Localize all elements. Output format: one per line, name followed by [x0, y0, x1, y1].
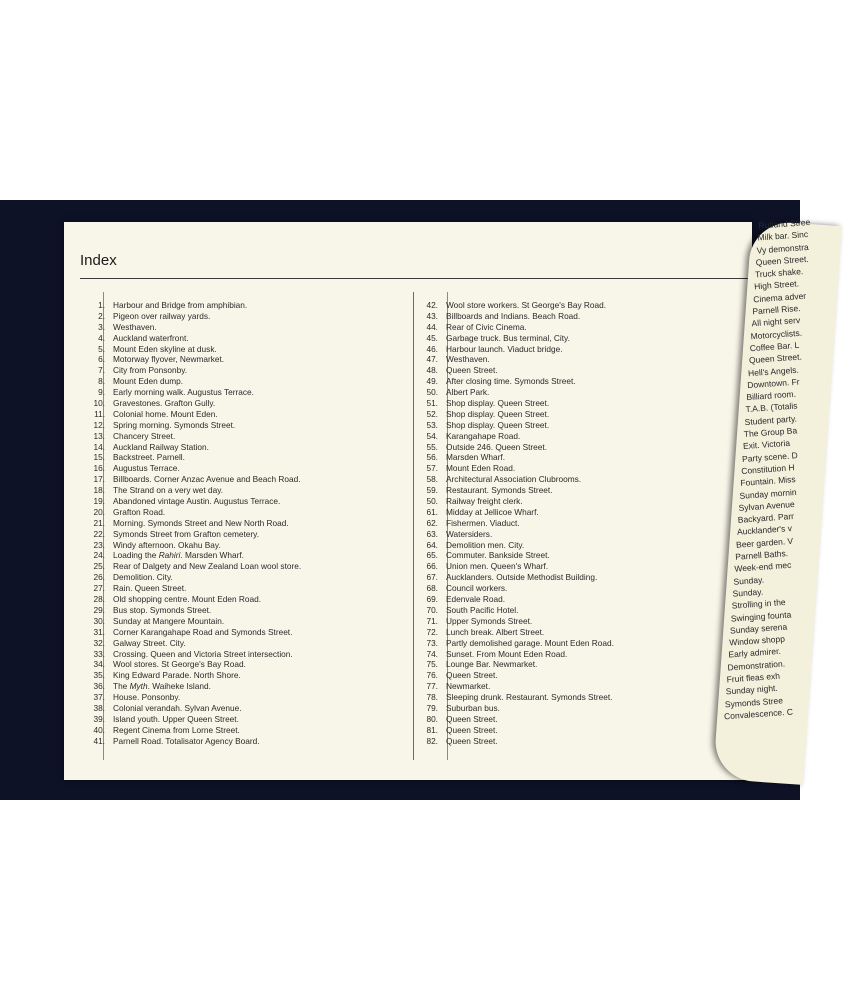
entry-caption: Colonial home. Mount Eden. [113, 408, 218, 419]
fragment-line: The Group Ba [743, 425, 798, 440]
fragment-line: Symonds Stree [724, 694, 784, 709]
entry-number: 45. [426, 332, 438, 343]
entry-caption: Aucklanders. Outside Methodist Building. [446, 572, 598, 583]
index-page [64, 222, 752, 780]
fragment-line: Milk bar. Sinc [757, 229, 809, 243]
index-column-right [413, 300, 753, 747]
entry-number: 19. [93, 496, 105, 507]
entry-caption: Watersiders. [446, 528, 493, 539]
entry-number: 81. [426, 724, 438, 735]
entry-caption: Harbour launch. Viaduct bridge. [446, 343, 563, 354]
entry-caption: Rear of Dalgety and New Zealand Loan wool store. [113, 561, 302, 572]
entry-caption: Chancery Street. [113, 430, 176, 441]
index-entry [413, 703, 753, 714]
index-entry [413, 681, 753, 692]
entry-number: 69. [426, 594, 438, 605]
fragment-line: Convalescence. C [723, 706, 794, 722]
entry-caption: Crossing. Queen and Victoria Street intersection. [113, 648, 293, 659]
entry-caption: Newmarket. [446, 681, 491, 692]
fragment-line: Downtown. Fr [746, 376, 800, 391]
entry-caption: Architectural Association Clubrooms. [446, 474, 582, 485]
index-entry [413, 474, 753, 485]
entry-caption: Albert Park. [446, 387, 490, 398]
entry-number: 39. [93, 713, 105, 724]
fragment-line: Cinema adver [752, 290, 807, 305]
index-entry [80, 540, 413, 551]
fragment-line: Parnell Rise. [752, 303, 801, 317]
entry-number: 34. [93, 659, 105, 670]
index-entry [80, 518, 413, 529]
entry-number: 72. [426, 626, 438, 637]
fragment-line: Sunday night. [725, 683, 779, 697]
entry-caption: Garbage truck. Bus terminal, City. [446, 332, 570, 343]
index-entry [413, 322, 753, 333]
fragment-line: Parnell Baths. [734, 548, 789, 562]
index-entry [413, 344, 753, 355]
entry-caption: Mount Eden Road. [446, 463, 516, 474]
index-entry [413, 485, 753, 496]
entry-caption: Augustus Terrace. [113, 463, 180, 474]
entry-number: 54. [426, 430, 438, 441]
index-entry [80, 387, 413, 398]
entry-caption: Shop display. Queen Street. [446, 408, 550, 419]
entry-number: 51. [426, 398, 438, 409]
entry-number: 18. [93, 485, 105, 496]
entry-number: 21. [93, 517, 105, 528]
entry-caption: Upper Symonds Street. [446, 615, 533, 626]
entry-caption: Early morning walk. Augustus Terrace. [113, 387, 254, 398]
entry-caption: Sleeping drunk. Restaurant. Symonds Street. [446, 692, 613, 703]
entry-caption: Queen Street. [446, 365, 498, 376]
entry-caption: Loading the Rahiri. Marsden Wharf. [113, 550, 244, 561]
entry-number: 68. [426, 583, 438, 594]
entry-number: 9. [98, 387, 105, 398]
index-entry [413, 692, 753, 703]
fragment-line: Vy demonstra [756, 241, 810, 256]
entry-number: 77. [426, 681, 438, 692]
entry-caption: Gravestones. Grafton Gully. [113, 398, 216, 409]
entry-number: 49. [426, 376, 438, 387]
entry-number: 76. [426, 670, 438, 681]
index-entry [80, 485, 413, 496]
entry-number: 2. [98, 310, 105, 321]
index-entry [413, 507, 753, 518]
entry-number: 43. [426, 310, 438, 321]
index-entry [80, 670, 413, 681]
entry-caption: Corner Karangahape Road and Symonds Street. [113, 626, 293, 637]
index-entry [413, 409, 753, 420]
index-entry [80, 322, 413, 333]
entry-number: 48. [426, 365, 438, 376]
entry-caption: Regent Cinema from Lorne Street. [113, 724, 240, 735]
entry-number: 20. [93, 506, 105, 517]
index-entry [413, 616, 753, 627]
index-entry [413, 583, 753, 594]
entry-caption: Lunch break. Albert Street. [446, 626, 545, 637]
entry-caption: Sunday at Mangere Mountain. [113, 615, 225, 626]
fragment-line: Aucklander's v [736, 523, 793, 538]
entry-caption: Shop display. Queen Street. [446, 398, 550, 409]
index-entry [413, 627, 753, 638]
title-rule [80, 278, 762, 279]
index-entry [80, 474, 413, 485]
fragment-line: Swinging founta [730, 608, 792, 624]
fragment-line: Motorcyclists. [750, 327, 803, 341]
index-entry [413, 725, 753, 736]
entry-caption: Grafton Road. [113, 506, 166, 517]
entry-caption: Sunset. From Mount Eden Road. [446, 648, 568, 659]
fragment-line: Hell's Angels. [747, 364, 800, 378]
index-entry [80, 703, 413, 714]
index-entry [413, 550, 753, 561]
index-entry [80, 496, 413, 507]
entry-number: 22. [93, 528, 105, 539]
entry-number: 14. [93, 441, 105, 452]
entry-number: 27. [93, 583, 105, 594]
index-entry [413, 387, 753, 398]
fragment-line: Sunday. [732, 586, 764, 599]
entry-caption: Commuter. Bankside Street. [446, 550, 550, 561]
index-entry [413, 670, 753, 681]
index-entry [80, 365, 413, 376]
entry-caption: Outside 246. Queen Street. [446, 441, 548, 452]
entry-caption: Colonial verandah. Sylvan Avenue. [113, 702, 242, 713]
entry-caption: Pigeon over railway yards. [113, 310, 211, 321]
index-entry [413, 311, 753, 322]
entry-number: 11. [94, 408, 105, 419]
entry-number: 61. [426, 506, 438, 517]
fragment-line: Queen Street. [748, 351, 803, 366]
index-entry [413, 736, 753, 747]
entry-number: 3. [98, 321, 105, 332]
entry-caption: Queen Street. [446, 670, 498, 681]
entry-number: 44. [426, 321, 438, 332]
index-entry [413, 365, 753, 376]
fragment-line: All night serv [751, 315, 801, 329]
index-entry [413, 518, 753, 529]
index-entry [80, 638, 413, 649]
entry-number: 64. [426, 539, 438, 550]
entry-caption: Auckland waterfront. [113, 332, 189, 343]
fragment-line: Window shopp [728, 633, 786, 648]
entry-caption: Wool stores. St George's Bay Road. [113, 659, 246, 670]
index-entry [413, 376, 753, 387]
entry-number: 35. [93, 670, 105, 681]
entry-caption: Partly demolished garage. Mount Eden Road. [446, 637, 614, 648]
index-entry [413, 496, 753, 507]
entry-caption: Westhaven. [113, 321, 157, 332]
entry-number: 23. [93, 539, 105, 550]
entry-number: 52. [426, 408, 438, 419]
entry-caption: Island youth. Upper Queen Street. [113, 713, 239, 724]
index-entry [80, 507, 413, 518]
entry-caption: Karangahape Road. [446, 430, 521, 441]
entry-caption: The Strand on a very wet day. [113, 485, 224, 496]
entry-number: 56. [426, 452, 438, 463]
index-entry [80, 376, 413, 387]
entry-number: 7. [98, 365, 105, 376]
entry-number: 30. [93, 615, 105, 626]
index-entry [413, 398, 753, 409]
entry-caption: Billboards. Corner Anzac Avenue and Beach Road. [113, 474, 301, 485]
index-entry [413, 649, 753, 660]
entry-number: 42. [426, 300, 438, 310]
index-entry [413, 431, 753, 442]
index-entry [413, 561, 753, 572]
entry-caption: Old shopping centre. Mount Eden Road. [113, 594, 262, 605]
entry-caption: Westhaven. [446, 354, 490, 365]
entry-caption: Union men. Queen's Wharf. [446, 561, 549, 572]
entry-number: 15. [93, 452, 105, 463]
entry-number: 29. [93, 604, 105, 615]
entry-number: 57. [426, 463, 438, 474]
index-entry [80, 300, 413, 311]
entry-caption: Morning. Symonds Street and New North Road. [113, 517, 289, 528]
fragment-line: T.A.B. (Totalis [745, 400, 798, 415]
entry-number: 65. [426, 550, 438, 561]
entry-number: 63. [426, 528, 438, 539]
fragment-line: Exit. Victoria [742, 438, 791, 452]
entry-caption: Demolition men. City. [446, 539, 525, 550]
index-entry [80, 649, 413, 660]
entry-number: 50. [426, 387, 438, 398]
fragment-line: Coffee Bar. L [749, 339, 800, 354]
fragment-line: Constitution H [740, 462, 795, 476]
entry-caption: King Edward Parade. North Shore. [113, 670, 241, 681]
index-entry [80, 572, 413, 583]
entry-number: 62. [426, 517, 438, 528]
index-entry [80, 431, 413, 442]
fragment-line: Student party. [744, 413, 798, 427]
index-entry [413, 572, 753, 583]
fragment-line: Truck shake. [754, 266, 804, 280]
entry-number: 8. [98, 376, 105, 387]
entry-number: 16. [93, 463, 105, 474]
dark-backdrop [0, 200, 811, 800]
fragment-line: Sunday. [733, 574, 765, 587]
index-entry [80, 605, 413, 616]
index-entry [80, 659, 413, 670]
entry-number: 50. [426, 496, 438, 507]
entry-caption: After closing time. Symonds Street. [446, 376, 576, 387]
entry-caption: Queen Street. [446, 713, 498, 724]
entry-caption: Auckland Railway Station. [113, 441, 209, 452]
entry-caption: Council workers. [446, 583, 508, 594]
entry-caption: Demolition. City. [113, 572, 173, 583]
entry-caption: House. Ponsonby. [113, 692, 181, 703]
fragment-line: Demonstration. [727, 658, 786, 673]
index-entry [413, 605, 753, 616]
entry-number: 79. [426, 702, 438, 713]
entry-number: 71. [426, 615, 438, 626]
entry-number: 73. [426, 637, 438, 648]
entry-number: 70. [426, 604, 438, 615]
entry-caption: Restaurant. Symonds Street. [446, 485, 553, 496]
entry-caption: Queen Street. [446, 724, 498, 735]
entry-number: 59. [426, 485, 438, 496]
entry-caption: Backstreet. Parnell. [113, 452, 185, 463]
entry-number: 1. [98, 300, 105, 310]
entry-caption: Symonds Street from Grafton cemetery. [113, 528, 260, 539]
fragment-line: Sunday mornin [739, 486, 797, 501]
fragment-line: Strolling in the [731, 597, 786, 611]
entry-caption: Bus stop. Symonds Street. [113, 604, 212, 615]
entry-number: 47. [426, 354, 438, 365]
entry-caption: Midday at Jellicoe Wharf. [446, 506, 539, 517]
index-entry [413, 300, 753, 311]
entry-caption: Parnell Road. Totalisator Agency Board. [113, 735, 260, 746]
entry-number: 82. [426, 735, 438, 746]
entry-caption: South Pacific Hotel. [446, 604, 519, 615]
index-entry [80, 442, 413, 453]
index-entry [80, 311, 413, 322]
entry-number: 46. [426, 343, 438, 354]
index-entry [80, 333, 413, 344]
index-entry [413, 594, 753, 605]
index-entry [80, 463, 413, 474]
entry-number: 5. [98, 343, 105, 354]
entry-number: 78. [426, 692, 438, 703]
entry-number: 37. [93, 692, 105, 703]
index-entry [413, 529, 753, 540]
index-entry [80, 583, 413, 594]
entry-caption: Spring morning. Symonds Street. [113, 419, 236, 430]
index-entry [80, 344, 413, 355]
entry-number: 12. [93, 419, 105, 430]
index-entry [80, 725, 413, 736]
index-entry [413, 638, 753, 649]
index-entry [80, 409, 413, 420]
index-entry [80, 420, 413, 431]
entry-caption: Rain. Queen Street. [113, 583, 187, 594]
entry-caption: Fishermen. Viaduct. [446, 517, 520, 528]
index-column-left [80, 300, 413, 747]
entry-number: 36. [93, 681, 105, 692]
entry-caption: Windy afternoon. Okahu Bay. [113, 539, 221, 550]
index-entry [80, 452, 413, 463]
entry-number: 40. [93, 724, 105, 735]
entry-number: 6. [98, 354, 105, 365]
entry-number: 31. [93, 626, 105, 637]
index-entry [80, 627, 413, 638]
entry-caption: Billboards and Indians. Beach Road. [446, 310, 581, 321]
entry-number: 17. [93, 474, 105, 485]
entry-number: 26. [93, 572, 105, 583]
entry-caption: Galway Street. City. [113, 637, 186, 648]
fragment-line: Beer garden. V [735, 535, 794, 550]
fragment-line: Rutland Stree [758, 216, 811, 231]
entry-number: 75. [426, 659, 438, 670]
entry-caption: Mount Eden skyline at dusk. [113, 343, 217, 354]
entry-caption: Motorway flyover, Newmarket. [113, 354, 225, 365]
entry-number: 66. [426, 561, 438, 572]
entry-caption: The Myth. Waiheke Island. [113, 681, 211, 692]
index-entry [80, 561, 413, 572]
index-entry [413, 540, 753, 551]
entry-number: 67. [426, 572, 438, 583]
fragment-line: Fountain. Miss [740, 474, 796, 489]
entry-number: 32. [93, 637, 105, 648]
index-entry [413, 420, 753, 431]
fragment-line: Early admirer. [728, 646, 782, 660]
index-entry [80, 550, 413, 561]
entry-caption: Mount Eden dump. [113, 376, 184, 387]
index-entry [80, 354, 413, 365]
index-entry [80, 529, 413, 540]
entry-caption: Suburban bus. [446, 702, 500, 713]
index-entry [80, 681, 413, 692]
entry-caption: Lounge Bar. Newmarket. [446, 659, 538, 670]
entry-number: 10. [93, 398, 105, 409]
index-entry [413, 452, 753, 463]
entry-caption: Edenvale Road. [446, 594, 506, 605]
index-entry [80, 594, 413, 605]
index-entry [80, 736, 413, 747]
index-entry [80, 714, 413, 725]
entry-number: 24. [93, 550, 105, 561]
fragment-line: Sunday serena [729, 621, 788, 636]
fragment-line: Queen Street. [755, 253, 809, 268]
fragment-line: Billiard room. [746, 388, 797, 403]
index-entry [413, 354, 753, 365]
entry-number: 33. [93, 648, 105, 659]
entry-number: 74. [426, 648, 438, 659]
fragment-line: Backyard. Parr [737, 511, 795, 525]
entry-number: 58. [426, 474, 438, 485]
fragment-line: Sylvan Avenue [738, 498, 795, 513]
fragment-line: Week-end mec [734, 560, 792, 575]
page-title: Index [80, 252, 117, 269]
index-entry [80, 692, 413, 703]
entry-caption: City from Ponsonby. [113, 365, 188, 376]
entry-number: 55. [426, 441, 438, 452]
entry-caption: Railway freight clerk. [446, 496, 523, 507]
entry-caption: Harbour and Bridge from amphibian. [113, 300, 248, 310]
entry-caption: Marsden Wharf. [446, 452, 506, 463]
index-entry [413, 714, 753, 725]
entry-caption: Shop display. Queen Street. [446, 419, 550, 430]
entry-caption: Queen Street. [446, 735, 498, 746]
entry-number: 41. [93, 735, 105, 746]
index-entry [413, 333, 753, 344]
entry-number: 80. [426, 713, 438, 724]
entry-number: 4. [98, 332, 105, 343]
fragment-line: Party scene. D [741, 449, 799, 464]
entry-number: 53. [426, 419, 438, 430]
index-entry [413, 659, 753, 670]
entry-number: 28. [93, 594, 105, 605]
index-entry [80, 398, 413, 409]
entry-caption: Wool store workers. St George's Bay Road. [446, 300, 607, 310]
entry-number: 25. [93, 561, 105, 572]
entry-number: 13. [93, 430, 105, 441]
fragment-line: High Street. [753, 278, 800, 292]
index-entry [413, 442, 753, 453]
entry-caption: Abandoned vintage Austin. Augustus Terrace. [113, 496, 281, 507]
index-entry [80, 616, 413, 627]
fragment-line: Fruit fleas exh [726, 670, 781, 685]
entry-number: 38. [93, 702, 105, 713]
index-entry [413, 463, 753, 474]
entry-caption: Rear of Civic Cinema. [446, 321, 527, 332]
